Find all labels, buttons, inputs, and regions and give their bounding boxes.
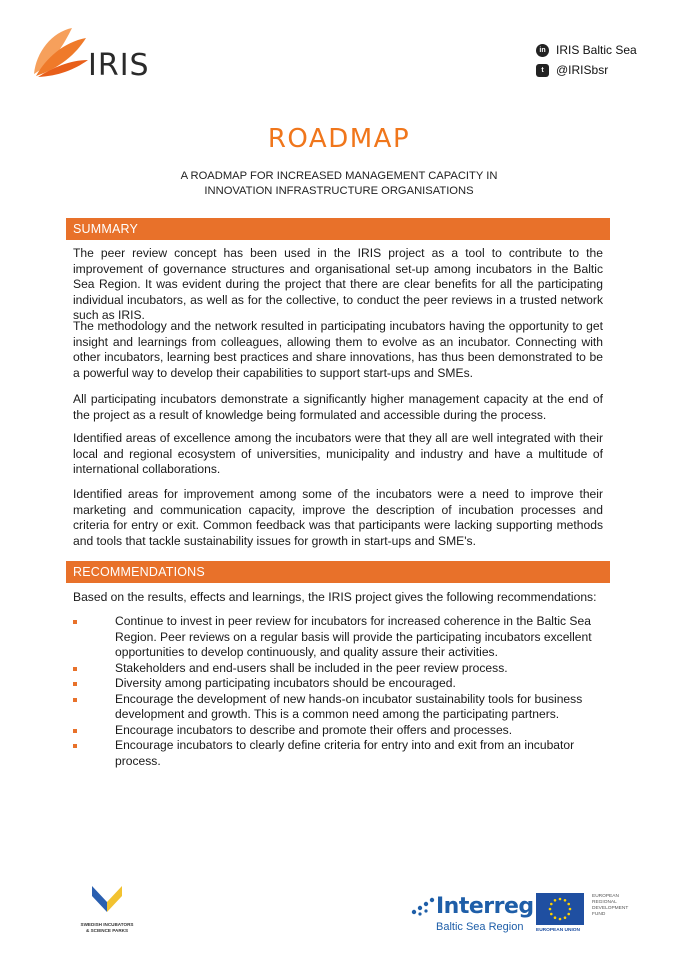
- social-twitter-label: @IRISbsr: [556, 63, 609, 77]
- list-item: [73, 676, 603, 692]
- eu-fund-line: REGIONAL: [592, 900, 617, 905]
- page-title: ROADMAP: [267, 124, 411, 154]
- sisp-label: [72, 922, 142, 933]
- bullet-icon: [73, 729, 77, 733]
- summary-paragraph: Identified areas for improvement among some of the incubators were a need to improve their marketing and communication capacity, improve the description of incubation processes and criteria for entry or exit. Common feedback was that participants were lacking supporting methods and tools that tackle sustainability issues for growth in start-ups and SME's.: [73, 487, 603, 548]
- linkedin-icon: in: [536, 44, 549, 57]
- recommendations-list: [73, 614, 603, 769]
- sisp-logo: [72, 884, 142, 934]
- list-item: [73, 614, 603, 661]
- list-item: [73, 692, 603, 723]
- sisp-label-line: & SCIENCE PARKS: [85, 927, 129, 933]
- summary-paragraph: The methodology and the network resulted in participating incubators having the opportunity to get insight and learnings from colleagues, allowing them to evolve as an incubator. Connecting with other incubators, learning best practices and share innovations, has thus been demonstrated to be a powerful way to develop their capabilities to support start-ups and SMEs.: [73, 319, 603, 380]
- list-item-text: Continue to invest in peer review for incubators for increased coherence in the Baltic Sea Region. Peer reviews on a regular basis will provide the participating incubators excellent opportunities to develop continuously, and quality assure their activities.: [115, 614, 592, 659]
- sisp-mark-icon: [90, 884, 124, 914]
- logo-text: IRIS: [88, 48, 150, 83]
- summary-paragraph: All participating incubators demonstrate a significantly higher management capacity at the end of the project as a result of knowledge being formulated and accessible during the process.: [73, 392, 603, 422]
- iris-petal-icon: [30, 26, 90, 81]
- eu-fund-label: [592, 894, 652, 918]
- page-subtitle: [0, 169, 678, 199]
- social-links: [536, 40, 637, 80]
- recommendations-intro: Based on the results, effects and learnings, the IRIS project gives the following recommendations:: [73, 590, 597, 604]
- list-item-text: Encourage incubators to describe and promote their offers and processes.: [115, 722, 513, 737]
- subtitle-line: INNOVATION INFRASTRUCTURE ORGANISATIONS: [204, 185, 474, 197]
- summary-paragraph: The peer review concept has been used in the IRIS project as a tool to contribute to the improvement of governance structures and organisational set-up among incubators in the Baltic Sea Region. It was evident during the project that there are clear benefits for all the participating individual incubators, as well as for the collective, to conduct the peer reviews in a trusted network such as IRIS.: [73, 246, 603, 322]
- eu-union-label: EUROPEAN UNION: [536, 928, 580, 933]
- eu-fund-line: EUROPEAN: [592, 894, 619, 899]
- list-item-text: Encourage incubators to clearly define criteria for entry into and exit from an incubator process.: [115, 738, 575, 768]
- sisp-label-line: SWEDISH INCUBATORS: [80, 922, 134, 927]
- summary-heading: SUMMARY: [66, 218, 610, 240]
- iris-logo: [30, 26, 160, 86]
- bullet-icon: [73, 744, 77, 748]
- list-item-text: Encourage the development of new hands-on incubator sustainability tools for business development and growth. This is a common need among the participating partners.: [115, 691, 583, 721]
- bullet-icon: [73, 698, 77, 702]
- list-item-text: Stakeholders and end-users shall be included in the peer review process.: [115, 660, 508, 675]
- social-linkedin-label: IRIS Baltic Sea: [556, 43, 637, 57]
- list-item: [73, 738, 603, 769]
- eu-fund-line: DEVELOPMENT: [592, 906, 629, 911]
- recommendations-heading: RECOMMENDATIONS: [66, 561, 610, 583]
- interreg-word: Interreg: [436, 894, 534, 919]
- bullet-icon: [73, 682, 77, 686]
- social-twitter[interactable]: [536, 60, 637, 80]
- interreg-logo: [410, 894, 534, 940]
- twitter-icon: t: [536, 64, 549, 77]
- interreg-dots-icon: [410, 896, 436, 918]
- summary-paragraph: Identified areas of excellence among the incubators were that they all are well integrated with their local and regional ecosystem of universities, municipality and industry and have a multitude of international collaborations.: [73, 431, 603, 476]
- list-item: [73, 661, 603, 677]
- eu-fund-logo: [536, 893, 656, 943]
- bullet-icon: [73, 667, 77, 671]
- list-item-text: Diversity among participating incubators should be encouraged.: [115, 676, 456, 690]
- list-item: [73, 723, 603, 739]
- eu-flag-icon: [536, 893, 584, 925]
- interreg-region: Baltic Sea Region: [436, 921, 524, 933]
- eu-stars-icon: [536, 893, 584, 925]
- bullet-icon: [73, 620, 77, 624]
- eu-fund-line: FUND: [592, 912, 606, 917]
- social-linkedin[interactable]: [536, 40, 637, 60]
- subtitle-line: A ROADMAP FOR INCREASED MANAGEMENT CAPACITY IN: [180, 170, 498, 182]
